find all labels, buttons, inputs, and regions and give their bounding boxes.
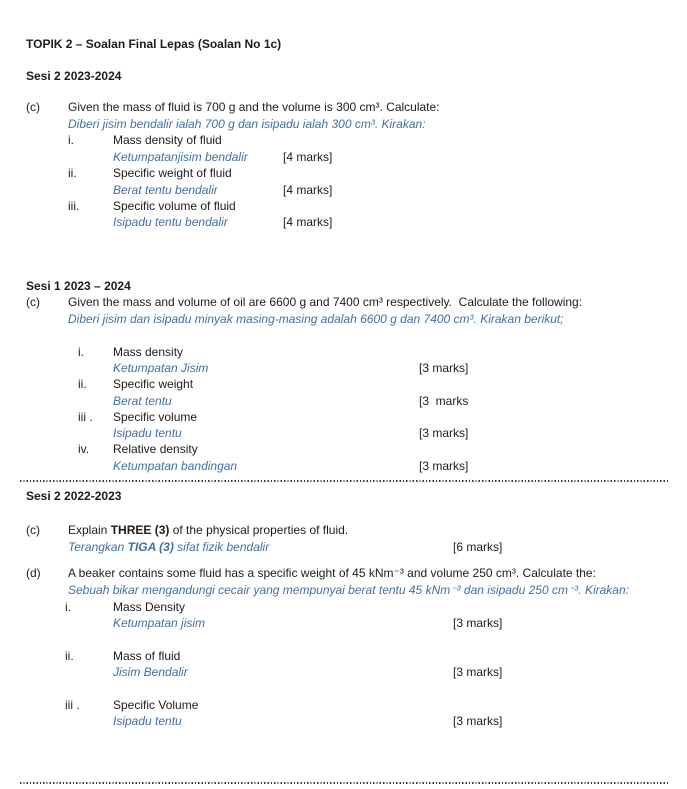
item-marks: [3 marks] — [453, 665, 503, 679]
doc-title: TOPIK 2 – Soalan Final Lepas (Soalan No 1c) — [26, 37, 282, 51]
question-label: (c) — [26, 523, 40, 537]
item-number: ii. — [78, 377, 87, 391]
question-label: (d) — [26, 566, 41, 580]
item-marks: [4 marks] — [283, 183, 333, 197]
question-marks: [6 marks] — [453, 540, 503, 554]
item-label-en: Relative density — [113, 442, 198, 456]
item-label-en: Mass density — [113, 345, 184, 359]
item-label-ms: Jisim Bendalir — [113, 665, 188, 679]
item-label-ms: Ketumpatanjisim bendalir — [113, 150, 248, 164]
dotted-separator — [20, 782, 670, 784]
question-text-ms-post: sifat fizik bendalir — [173, 540, 270, 554]
item-number: i. — [68, 133, 74, 147]
item-label-en: Mass Density — [113, 600, 186, 614]
item-marks: [3 marks] — [419, 361, 469, 375]
question-text-en-bold: THREE (3) — [110, 523, 170, 537]
question-text-ms-bold: TIGA (3) — [127, 540, 174, 554]
question-text-en-pre: Explain — [68, 523, 111, 537]
item-label-ms: Ketumpatan bandingan — [113, 459, 238, 473]
question-label: (c) — [26, 100, 40, 114]
section-2-header: Sesi 1 2023 – 2024 — [26, 279, 131, 293]
item-marks: [3 marks] — [453, 616, 503, 630]
question-text-en-post: of the physical properties of fluid. — [169, 523, 349, 537]
item-number: i. — [65, 600, 71, 614]
item-label-en: Specific weight — [113, 377, 194, 391]
section-1-header: Sesi 2 2023-2024 — [26, 69, 122, 83]
item-label-ms: Isipadu tentu bendalir — [113, 215, 228, 229]
item-label-ms: Ketumpatan Jisim — [113, 361, 209, 375]
item-label-en: Specific volume — [113, 410, 198, 424]
item-label-en: Specific volume of fluid — [113, 199, 236, 213]
item-label-en: Mass of fluid — [113, 649, 181, 663]
question-text-ms: Diberi jisim dan isipadu minyak masing-masing adalah 6600 g dan 7400 cm³. Kirakan berikut; — [68, 312, 564, 326]
question-text-ms-pre: Terangkan — [68, 540, 128, 554]
item-marks: [3 marks] — [419, 459, 469, 473]
question-text-ms: Diberi jisim bendalir ialah 700 g dan isipadu ialah 300 cm³. Kirakan: — [68, 117, 426, 131]
section-3-header: Sesi 2 2022-2023 — [26, 489, 122, 503]
question-text-en — [68, 523, 348, 538]
item-number: ii. — [68, 166, 77, 180]
item-label-en: Specific weight of fluid — [113, 166, 232, 180]
dotted-separator — [20, 480, 670, 482]
item-number: i. — [78, 345, 84, 359]
question-text-en: A beaker contains some fluid has a specific weight of 45 kNm⁻³ and volume 250 cm³. Calculate the: — [68, 566, 596, 580]
item-marks: [3 marks] — [453, 714, 503, 728]
item-label-ms: Isipadu tentu — [113, 426, 182, 440]
item-marks: [3 marks] — [419, 426, 469, 440]
item-label-ms: Isipadu tentu — [113, 714, 182, 728]
item-number: iii . — [65, 698, 80, 712]
item-number: ii. — [65, 649, 74, 663]
question-text-ms — [68, 540, 269, 555]
question-label: (c) — [26, 295, 40, 309]
item-label-ms: Berat tentu bendalir — [113, 183, 218, 197]
item-label-en: Specific Volume — [113, 698, 199, 712]
item-marks: [4 marks] — [283, 150, 333, 164]
item-label-ms: Ketumpatan jisim — [113, 616, 206, 630]
item-number: iii . — [78, 410, 93, 424]
item-marks: [3 marks — [419, 394, 469, 408]
item-number: iii. — [68, 199, 80, 213]
question-text-ms: Sebuah bikar mengandungi cecair yang mempunyai berat tentu 45 kNm⁻³ dan isipadu 250 cm⁻³. Kirakan: — [68, 583, 629, 597]
item-marks: [4 marks] — [283, 215, 333, 229]
item-label-en: Mass density of fluid — [113, 133, 222, 147]
question-text-en: Given the mass and volume of oil are 6600 g and 7400 cm³ respectively. Calculate the following: — [68, 295, 583, 309]
question-text-en: Given the mass of fluid is 700 g and the volume is 300 cm³. Calculate: — [68, 100, 440, 114]
item-label-ms: Berat tentu — [113, 394, 172, 408]
item-number: iv. — [78, 442, 90, 456]
